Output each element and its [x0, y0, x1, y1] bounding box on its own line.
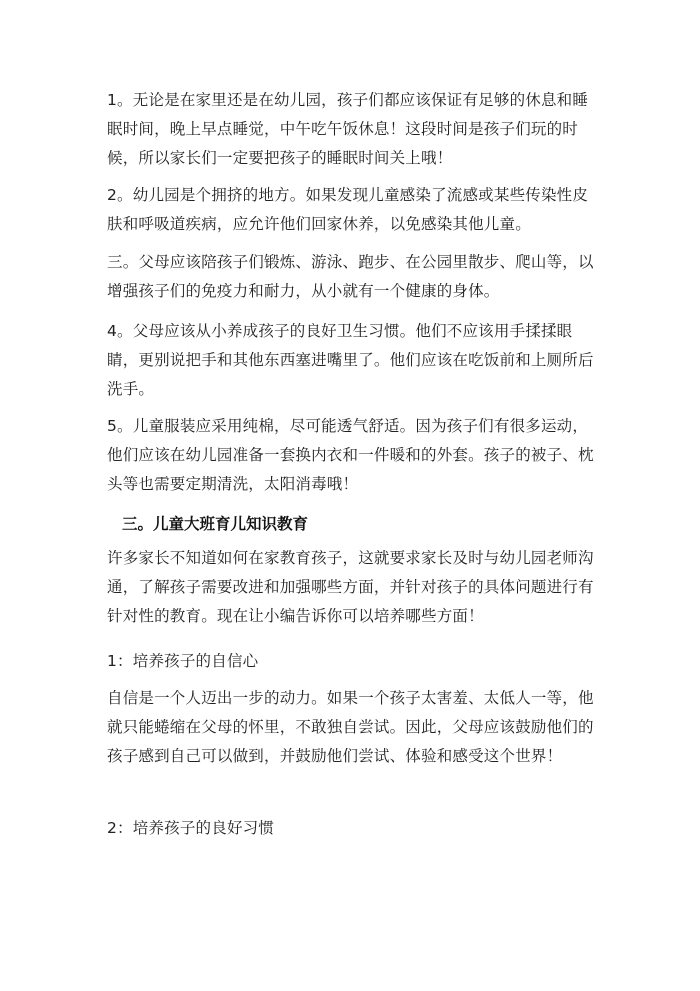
- paragraph-clothing: 5。儿童服装应采用纯棉，尽可能透气舒适。因为孩子们有很多运动，他们应该在幼儿园准备一套换内衣和一件暖和的外套。孩子的被子、枕头等也需要定期清洗，太阳消毒哦！: [107, 417, 594, 493]
- paragraph-exercise: 三。父母应该陪孩子们锻炼、游泳、跑步、在公园里散步、爬山等，以增强孩子们的免疫力和耐力，从小就有一个健康的身体。: [107, 253, 594, 300]
- item-1-body: 自信是一个人迈出一步的动力。如果一个孩子太害羞、太低人一等，他就只能蜷缩在父母的怀里，不敢独自尝试。因此，父母应该鼓励他们的孩子感到自己可以做到，并鼓励他们尝试、体验和感受这个世界！: [107, 689, 594, 765]
- item-1-title: 1：培养孩子的自信心: [107, 652, 259, 670]
- item-2-title: 2：培养孩子的良好习惯: [107, 819, 275, 837]
- paragraph-illness: 2。幼儿园是个拥挤的地方。如果发现儿童感染了流感或某些传染性皮肤和呼吸道疾病，应允许他们回家休养，以免感染其他儿童。: [107, 186, 589, 233]
- section-heading: 三。儿童大班育儿知识教育: [122, 515, 309, 533]
- paragraph-hygiene: 4。父母应该从小养成孩子的良好卫生习惯。他们不应该用手揉揉眼睛，更别说把手和其他东西塞进嘴里了。他们应该在吃饭前和上厕所后洗手。: [107, 322, 594, 398]
- paragraph-sleep: 1。无论是在家里还是在幼儿园，孩子们都应该保证有足够的休息和睡眠时间，晚上早点睡觉，中午吃午饭休息！这段时间是孩子们玩的时候，所以家长们一定要把孩子的睡眠时间关上哦！: [107, 91, 589, 167]
- paragraph-intro: 许多家长不知道如何在家教育孩子，这就要求家长及时与幼儿园老师沟通，了解孩子需要改进和加强哪些方面，并针对孩子的具体问题进行有针对性的教育。现在让小编告诉你可以培养哪些方面！: [107, 549, 594, 625]
